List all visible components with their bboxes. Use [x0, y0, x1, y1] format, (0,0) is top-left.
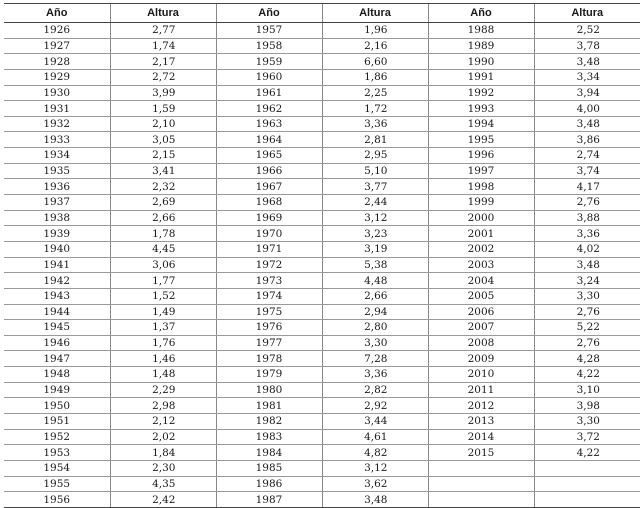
year-cell: 1965: [216, 148, 322, 164]
table-row: [4, 320, 640, 336]
table-row: [4, 23, 640, 39]
year-cell: 1977: [216, 335, 322, 351]
height-cell: 2,92: [322, 398, 428, 414]
year-cell: 2005: [428, 288, 534, 304]
table-header: [4, 4, 640, 23]
height-cell: 2,66: [110, 210, 216, 226]
height-cell: 2,69: [110, 195, 216, 211]
year-cell: 1993: [428, 101, 534, 117]
year-cell: 1980: [216, 382, 322, 398]
table-row: [4, 85, 640, 101]
year-cell: 1994: [428, 116, 534, 132]
year-cell: 1978: [216, 351, 322, 367]
year-cell: 1996: [428, 148, 534, 164]
year-cell: 1958: [216, 38, 322, 54]
year-cell: 1930: [4, 85, 110, 101]
table-row: [4, 179, 640, 195]
year-cell: 1984: [216, 445, 322, 461]
year-cell: [428, 476, 534, 492]
header-height-2: Altura: [322, 4, 428, 23]
height-cell: 1,48: [110, 367, 216, 383]
header-year-2: Año: [216, 4, 322, 23]
table-row: [4, 101, 640, 117]
table-body: [4, 23, 640, 508]
year-cell: 1986: [216, 476, 322, 492]
height-cell: 2,66: [322, 288, 428, 304]
height-cell: 1,59: [110, 101, 216, 117]
year-cell: 1957: [216, 23, 322, 39]
header-height-1: Altura: [110, 4, 216, 23]
year-cell: 2009: [428, 351, 534, 367]
year-cell: 1990: [428, 54, 534, 70]
height-cell: 3,88: [534, 210, 640, 226]
year-cell: 1962: [216, 101, 322, 117]
height-cell: 2,72: [110, 69, 216, 85]
year-cell: 1979: [216, 367, 322, 383]
table-row: [4, 460, 640, 476]
year-cell: 1943: [4, 288, 110, 304]
height-cell: 1,86: [322, 69, 428, 85]
height-cell: 2,98: [110, 398, 216, 414]
data-table-container: [4, 3, 640, 508]
table-row: [4, 273, 640, 289]
height-cell: 4,48: [322, 273, 428, 289]
table-row: [4, 445, 640, 461]
table-row: [4, 163, 640, 179]
year-cell: 1974: [216, 288, 322, 304]
year-cell: 1966: [216, 163, 322, 179]
table-row: [4, 257, 640, 273]
year-cell: 2012: [428, 398, 534, 414]
year-cell: 1947: [4, 351, 110, 367]
height-cell: 4,00: [534, 101, 640, 117]
height-cell: 2,52: [534, 23, 640, 39]
height-cell: 3,72: [534, 429, 640, 445]
table-row: [4, 148, 640, 164]
height-cell: 3,77: [322, 179, 428, 195]
height-cell: 2,15: [110, 148, 216, 164]
year-cell: 1942: [4, 273, 110, 289]
year-cell: 1935: [4, 163, 110, 179]
year-cell: 1987: [216, 492, 322, 508]
year-cell: 1939: [4, 226, 110, 242]
table-row: [4, 414, 640, 430]
height-cell: 4,28: [534, 351, 640, 367]
height-cell: 2,74: [534, 148, 640, 164]
year-cell: 1975: [216, 304, 322, 320]
height-cell: [534, 460, 640, 476]
year-cell: 1985: [216, 460, 322, 476]
height-cell: 2,94: [322, 304, 428, 320]
table-row: [4, 54, 640, 70]
height-cell: 2,80: [322, 320, 428, 336]
table-row: [4, 195, 640, 211]
year-cell: 1941: [4, 257, 110, 273]
height-cell: 3,30: [534, 414, 640, 430]
year-cell: 1954: [4, 460, 110, 476]
table-row: [4, 429, 640, 445]
year-cell: 2010: [428, 367, 534, 383]
height-cell: 2,76: [534, 304, 640, 320]
height-cell: 5,38: [322, 257, 428, 273]
height-cell: 2,76: [534, 195, 640, 211]
height-cell: 1,74: [110, 38, 216, 54]
year-cell: [428, 492, 534, 508]
year-cell: 1991: [428, 69, 534, 85]
height-cell: 3,99: [110, 85, 216, 101]
height-cell: 2,44: [322, 195, 428, 211]
year-cell: 1933: [4, 132, 110, 148]
height-cell: [534, 476, 640, 492]
height-cell: 1,77: [110, 273, 216, 289]
year-cell: 2001: [428, 226, 534, 242]
height-cell: 1,84: [110, 445, 216, 461]
height-cell: 3,36: [322, 367, 428, 383]
year-cell: 1929: [4, 69, 110, 85]
height-cell: 3,06: [110, 257, 216, 273]
year-cell: 1972: [216, 257, 322, 273]
year-cell: 2008: [428, 335, 534, 351]
year-cell: 2004: [428, 273, 534, 289]
year-cell: 1960: [216, 69, 322, 85]
header-row: [4, 4, 640, 23]
year-cell: 1969: [216, 210, 322, 226]
year-cell: 1937: [4, 195, 110, 211]
table-row: [4, 304, 640, 320]
year-cell: 1992: [428, 85, 534, 101]
height-cell: 4,82: [322, 445, 428, 461]
table-row: [4, 69, 640, 85]
table-row: [4, 38, 640, 54]
year-cell: [428, 460, 534, 476]
year-height-table: [4, 3, 640, 508]
table-row: [4, 476, 640, 492]
height-cell: 4,22: [534, 367, 640, 383]
year-cell: 1952: [4, 429, 110, 445]
table-row: [4, 226, 640, 242]
table-row: [4, 241, 640, 257]
height-cell: 3,34: [534, 69, 640, 85]
year-cell: 1951: [4, 414, 110, 430]
height-cell: 7,28: [322, 351, 428, 367]
height-cell: 3,23: [322, 226, 428, 242]
height-cell: 3,24: [534, 273, 640, 289]
year-cell: 2015: [428, 445, 534, 461]
height-cell: 2,42: [110, 492, 216, 508]
header-year-1: Año: [4, 4, 110, 23]
year-cell: 2002: [428, 241, 534, 257]
year-cell: 1982: [216, 414, 322, 430]
height-cell: 4,35: [110, 476, 216, 492]
year-cell: 1956: [4, 492, 110, 508]
height-cell: 2,12: [110, 414, 216, 430]
year-cell: 2000: [428, 210, 534, 226]
year-cell: 1968: [216, 195, 322, 211]
table-row: [4, 382, 640, 398]
height-cell: 1,37: [110, 320, 216, 336]
year-cell: 1948: [4, 367, 110, 383]
height-cell: 3,19: [322, 241, 428, 257]
height-cell: 3,36: [534, 226, 640, 242]
table-row: [4, 398, 640, 414]
height-cell: [534, 492, 640, 508]
year-cell: 1961: [216, 85, 322, 101]
height-cell: 2,16: [322, 38, 428, 54]
height-cell: 1,96: [322, 23, 428, 39]
height-cell: 5,22: [534, 320, 640, 336]
height-cell: 3,94: [534, 85, 640, 101]
year-cell: 1983: [216, 429, 322, 445]
year-cell: 2013: [428, 414, 534, 430]
height-cell: 3,62: [322, 476, 428, 492]
year-cell: 2011: [428, 382, 534, 398]
year-cell: 2014: [428, 429, 534, 445]
year-cell: 1927: [4, 38, 110, 54]
height-cell: 5,10: [322, 163, 428, 179]
height-cell: 2,25: [322, 85, 428, 101]
table-row: [4, 116, 640, 132]
year-cell: 1967: [216, 179, 322, 195]
year-cell: 1945: [4, 320, 110, 336]
year-cell: 1926: [4, 23, 110, 39]
year-cell: 1949: [4, 382, 110, 398]
table-row: [4, 132, 640, 148]
height-cell: 3,30: [534, 288, 640, 304]
year-cell: 1934: [4, 148, 110, 164]
height-cell: 3,48: [534, 54, 640, 70]
height-cell: 3,48: [534, 257, 640, 273]
height-cell: 1,46: [110, 351, 216, 367]
height-cell: 3,30: [322, 335, 428, 351]
height-cell: 4,17: [534, 179, 640, 195]
year-cell: 1940: [4, 241, 110, 257]
year-cell: 1973: [216, 273, 322, 289]
year-cell: 2007: [428, 320, 534, 336]
year-cell: 1959: [216, 54, 322, 70]
height-cell: 4,02: [534, 241, 640, 257]
height-cell: 2,32: [110, 179, 216, 195]
height-cell: 3,44: [322, 414, 428, 430]
height-cell: 2,81: [322, 132, 428, 148]
year-cell: 1950: [4, 398, 110, 414]
year-cell: 1931: [4, 101, 110, 117]
table-row: [4, 351, 640, 367]
year-cell: 1928: [4, 54, 110, 70]
height-cell: 2,17: [110, 54, 216, 70]
height-cell: 2,95: [322, 148, 428, 164]
year-cell: 1936: [4, 179, 110, 195]
height-cell: 1,76: [110, 335, 216, 351]
year-cell: 1963: [216, 116, 322, 132]
table-row: [4, 492, 640, 508]
year-cell: 1999: [428, 195, 534, 211]
height-cell: 2,02: [110, 429, 216, 445]
height-cell: 1,78: [110, 226, 216, 242]
year-cell: 1964: [216, 132, 322, 148]
year-cell: 1988: [428, 23, 534, 39]
height-cell: 2,30: [110, 460, 216, 476]
year-cell: 1998: [428, 179, 534, 195]
year-cell: 1971: [216, 241, 322, 257]
height-cell: 3,12: [322, 210, 428, 226]
height-cell: 3,48: [322, 492, 428, 508]
height-cell: 4,61: [322, 429, 428, 445]
height-cell: 2,10: [110, 116, 216, 132]
height-cell: 3,78: [534, 38, 640, 54]
height-cell: 2,77: [110, 23, 216, 39]
height-cell: 3,41: [110, 163, 216, 179]
height-cell: 3,48: [534, 116, 640, 132]
year-cell: 1981: [216, 398, 322, 414]
height-cell: 3,36: [322, 116, 428, 132]
header-height-3: Altura: [534, 4, 640, 23]
year-cell: 1970: [216, 226, 322, 242]
height-cell: 2,29: [110, 382, 216, 398]
year-cell: 1995: [428, 132, 534, 148]
table-row: [4, 335, 640, 351]
height-cell: 2,76: [534, 335, 640, 351]
year-cell: 1944: [4, 304, 110, 320]
height-cell: 6,60: [322, 54, 428, 70]
table-row: [4, 288, 640, 304]
year-cell: 2006: [428, 304, 534, 320]
height-cell: 3,74: [534, 163, 640, 179]
height-cell: 4,45: [110, 241, 216, 257]
height-cell: 2,82: [322, 382, 428, 398]
height-cell: 3,10: [534, 382, 640, 398]
year-cell: 1946: [4, 335, 110, 351]
year-cell: 1953: [4, 445, 110, 461]
table-row: [4, 367, 640, 383]
header-year-3: Año: [428, 4, 534, 23]
height-cell: 3,12: [322, 460, 428, 476]
height-cell: 4,22: [534, 445, 640, 461]
year-cell: 1932: [4, 116, 110, 132]
height-cell: 1,52: [110, 288, 216, 304]
height-cell: 3,05: [110, 132, 216, 148]
year-cell: 2003: [428, 257, 534, 273]
year-cell: 1976: [216, 320, 322, 336]
year-cell: 1938: [4, 210, 110, 226]
height-cell: 1,49: [110, 304, 216, 320]
height-cell: 3,98: [534, 398, 640, 414]
year-cell: 1955: [4, 476, 110, 492]
year-cell: 1997: [428, 163, 534, 179]
height-cell: 3,86: [534, 132, 640, 148]
height-cell: 1,72: [322, 101, 428, 117]
year-cell: 1989: [428, 38, 534, 54]
table-row: [4, 210, 640, 226]
